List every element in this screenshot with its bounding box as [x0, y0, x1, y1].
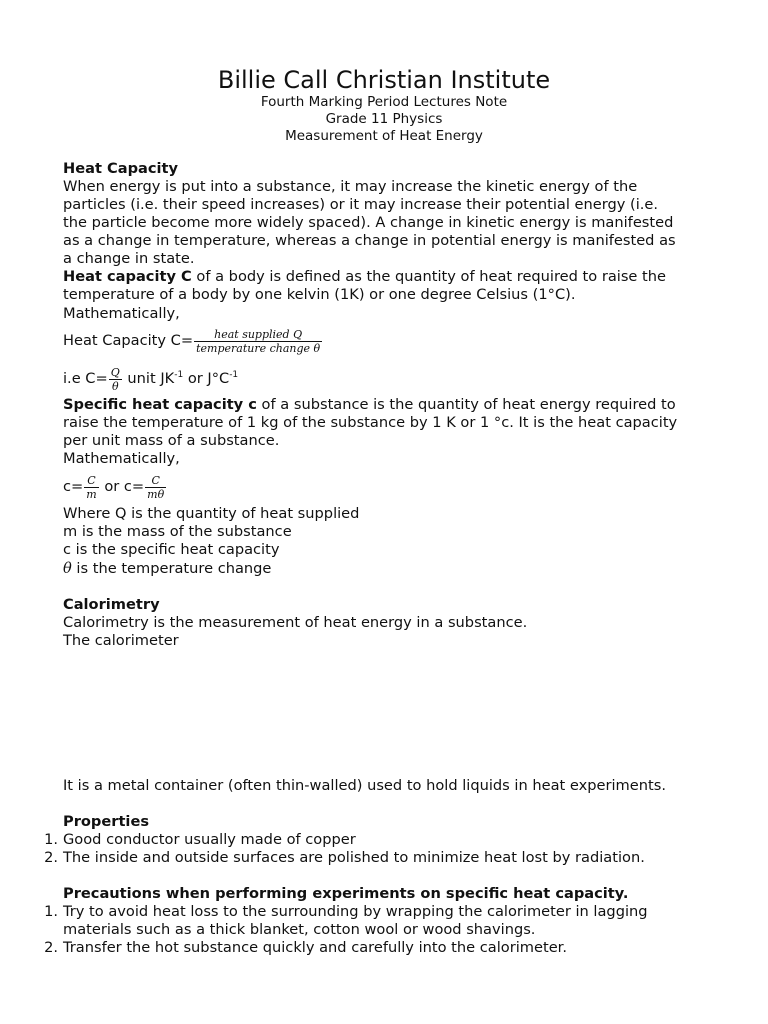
definition-line: raise the temperature of 1 kg of the substance by 1 K or 1 °c. It is the heat capacity: [63, 414, 678, 431]
formula-fraction: [84, 474, 98, 501]
specific-heat-formula: [63, 468, 167, 506]
formula-fraction: [145, 474, 166, 501]
definition-text: of a body is defined as the quantity of heat required to raise the: [191, 268, 667, 285]
unit-text: unit JK: [122, 370, 175, 387]
list-number: 1.: [44, 903, 58, 920]
paragraph-line: particles (i.e. their speed increases) or it may increase their potential energy (i.e.: [63, 196, 659, 213]
heat-capacity-heading: Heat Capacity: [63, 160, 179, 177]
fraction-numerator: heat supplied Q: [214, 327, 303, 341]
fraction-denominator: θ: [109, 379, 122, 393]
properties-heading: Properties: [63, 813, 150, 830]
precautions-heading: Precautions when performing experiments on specific heat capacity.: [63, 885, 629, 902]
theta-definition: [63, 560, 271, 578]
calorimeter-label: The calorimeter: [63, 632, 179, 649]
definition-line: temperature of a body by one kelvin (1K) or one degree Celsius (1°C).: [63, 286, 576, 303]
list-number: 1.: [44, 831, 58, 848]
where-line: Where Q is the quantity of heat supplied: [63, 505, 360, 522]
fraction-numerator: C: [151, 473, 160, 487]
institute-title: Billie Call Christian Institute: [217, 66, 551, 94]
subtitle-lectures-note: Fourth Marking Period Lectures Note: [260, 94, 508, 110]
formula-prefix: Heat Capacity C=: [63, 332, 194, 349]
list-item: Transfer the hot substance quickly and carefully into the calorimeter.: [63, 939, 567, 956]
formula-or: or c=: [99, 478, 145, 495]
calorimetry-definition: Calorimetry is the measurement of heat energy in a substance.: [63, 614, 528, 631]
mathematically-label: Mathematically,: [63, 450, 180, 467]
fraction-numerator: Q: [110, 365, 120, 379]
list-item: The inside and outside surfaces are polished to minimize heat lost by radiation.: [63, 849, 645, 866]
where-line: m is the mass of the substance: [63, 523, 292, 540]
calorimeter-description: It is a metal container (often thin-walled) used to hold liquids in heat experiments.: [63, 777, 666, 794]
paragraph-line: a change in state.: [63, 250, 195, 267]
paragraph-line: When energy is put into a substance, it may increase the kinetic energy of the: [63, 178, 638, 195]
formula-fraction: [109, 366, 122, 393]
unit-exponent: -1: [229, 370, 239, 381]
formula-prefix: c=: [63, 478, 84, 495]
formula-prefix: i.e C=: [63, 370, 108, 387]
fraction-denominator: mθ: [147, 487, 165, 501]
definition-line: per unit mass of a substance.: [63, 432, 280, 449]
heat-capacity-unit-formula: [63, 361, 238, 397]
list-item: Good conductor usually made of copper: [63, 831, 356, 848]
list-number: 2.: [44, 939, 58, 956]
theta-text: is the temperature change: [71, 560, 272, 577]
unit-or-text: or J°C: [183, 370, 230, 387]
subtitle-topic: Measurement of Heat Energy: [285, 128, 483, 144]
list-number: 2.: [44, 849, 58, 866]
subtitle-grade: Grade 11 Physics: [325, 111, 443, 127]
formula-fraction: [194, 328, 322, 355]
list-item: Try to avoid heat loss to the surrounding by wrapping the calorimeter in lagging: [63, 903, 648, 920]
heat-capacity-definition: [63, 268, 666, 286]
fraction-numerator: C: [87, 473, 96, 487]
definition-text: of a substance is the quantity of heat energy required to: [256, 396, 676, 413]
fraction-denominator: m: [86, 487, 97, 501]
calorimetry-heading: Calorimetry: [63, 596, 160, 613]
specific-heat-definition: [63, 396, 676, 414]
mathematically-label: Mathematically,: [63, 305, 180, 322]
unit-exponent: -1: [174, 370, 184, 381]
definition-term: Specific heat capacity c: [63, 396, 257, 413]
paragraph-line: as a change in temperature, whereas a change in potential energy is manifested as: [63, 232, 676, 249]
list-item-continuation: materials such as a thick blanket, cotton wool or wood shavings.: [63, 921, 536, 938]
theta-symbol: θ: [63, 560, 72, 577]
paragraph-line: the particle become more widely spaced). A change in kinetic energy is manifested: [63, 214, 674, 231]
where-line: c is the specific heat capacity: [63, 541, 280, 558]
heat-capacity-formula: [63, 321, 323, 361]
definition-term: Heat capacity C: [63, 268, 192, 285]
fraction-denominator: temperature change θ: [196, 341, 321, 355]
